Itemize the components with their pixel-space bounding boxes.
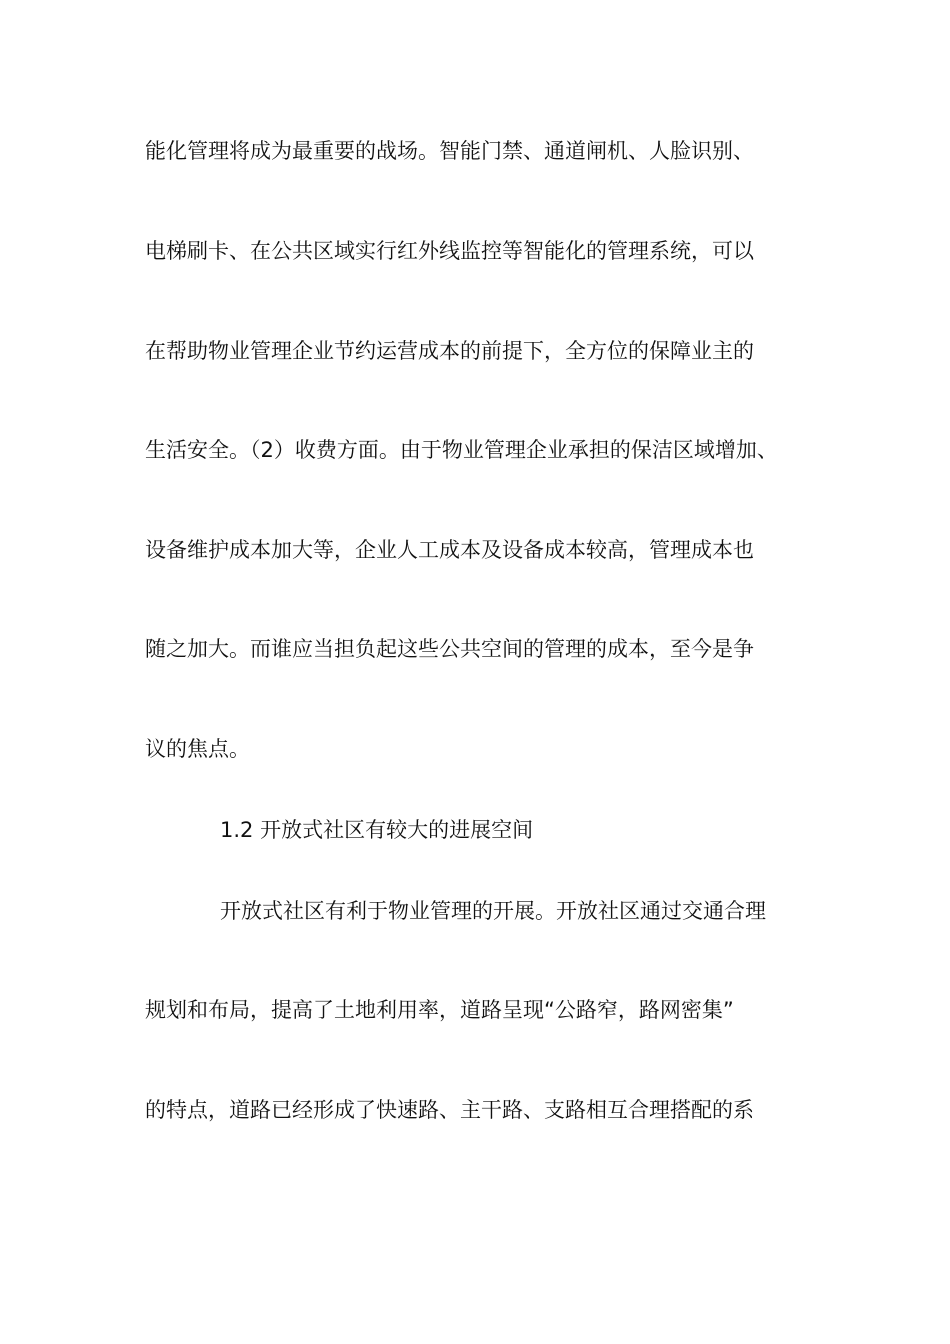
section-heading: 1.2 开放式社区有较大的进展空间 — [220, 818, 534, 842]
paragraph-line-4: 生活安全。（2）收费方面。由于物业管理企业承担的保洁区域增加、 — [145, 438, 778, 462]
paragraph-line-5: 设备维护成本加大等，企业人工成本及设备成本较高，管理成本也 — [145, 538, 754, 562]
paragraph-line-7: 议的焦点。 — [145, 737, 250, 761]
paragraph-line-9: 规划和布局，提高了土地利用率，道路呈现“公路窄，路网密集” — [145, 998, 734, 1022]
paragraph-line-10: 的特点，道路已经形成了快速路、主干路、支路相互合理搭配的系 — [145, 1098, 754, 1122]
paragraph-line-3: 在帮助物业管理企业节约运营成本的前提下，全方位的保障业主的 — [145, 339, 754, 363]
paragraph-line-2: 电梯刷卡、在公共区域实行红外线监控等智能化的管理系统，可以 — [145, 239, 754, 263]
paragraph-line-1: 能化管理将成为最重要的战场。智能门禁、通道闸机、人脸识别、 — [145, 139, 754, 163]
paragraph-line-8: 开放式社区有利于物业管理的开展。开放社区通过交通合理 — [220, 899, 766, 923]
paragraph-line-6: 随之加大。而谁应当担负起这些公共空间的管理的成本，至今是争 — [145, 637, 754, 661]
